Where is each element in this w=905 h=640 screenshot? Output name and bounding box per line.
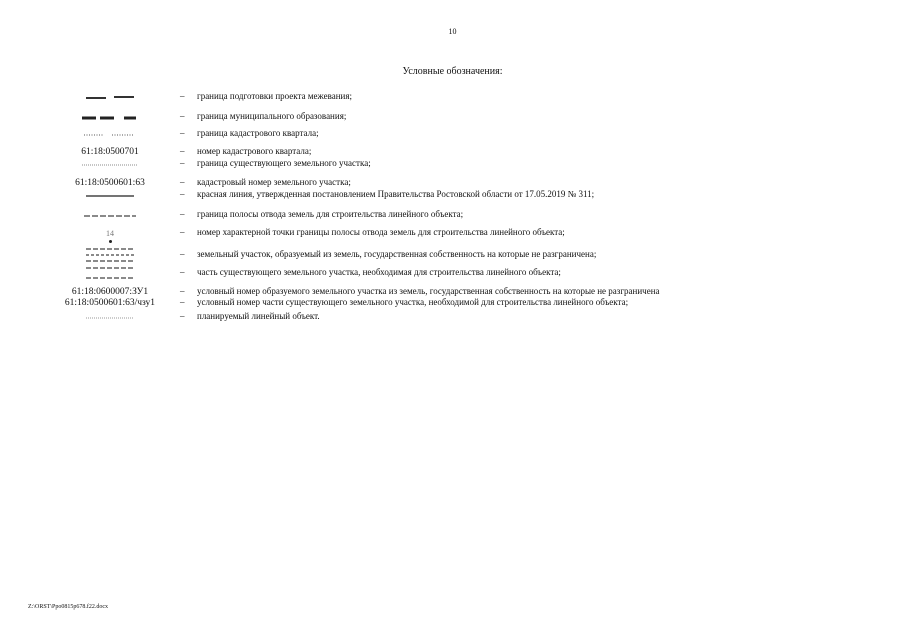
legend-dash: – — [180, 189, 185, 199]
point-dot-icon — [109, 240, 112, 243]
formed-plot-number-symbol: 61:18:0600007:ЗУ1 — [71, 287, 149, 297]
legend-description: номер характерной точки границы полосы отвода земель для строительства линейного объекта; — [197, 227, 565, 237]
cadastral-number-symbol: 61:18:0500601:63 — [75, 178, 145, 188]
legend-description: красная линия, утвержденная постановлением Правительства Ростовской области от 17.05.2019 № 311; — [197, 189, 595, 199]
legend-dash: – — [180, 177, 185, 187]
legend-row — [0, 226, 905, 246]
legend-row — [0, 310, 905, 324]
legend-description: граница существующего земельного участка; — [197, 158, 371, 168]
characteristic-point-symbol — [40, 226, 180, 246]
legend-description: кадастровый номер земельного участка; — [197, 177, 351, 187]
legend-description: условный номер образуемого земельного участка из земель, государственная собственность на которые не разграничена — [197, 286, 660, 296]
page-number: 10 — [448, 27, 457, 36]
legend-dash: – — [180, 91, 185, 101]
existing-plot-fine-line-icon — [40, 157, 180, 171]
legend-dash: – — [180, 128, 185, 138]
legend-row — [0, 296, 905, 310]
legend-row — [0, 157, 905, 171]
legend-dash: – — [180, 311, 185, 321]
legend-dash: – — [180, 209, 185, 219]
legend-row — [0, 90, 905, 104]
legend-title: Условные обозначения: — [402, 66, 503, 77]
municipal-boundary-line-icon — [40, 110, 180, 124]
quarter-number-symbol: 61:18:0500701 — [81, 147, 139, 157]
legend-row — [0, 188, 905, 202]
legend-dash: – — [180, 297, 185, 307]
point-number-label: 14 — [106, 229, 114, 238]
planned-linear-object-line-icon — [40, 310, 180, 324]
cadastral-quarter-dotted-line-icon — [40, 127, 180, 141]
legend-dash: – — [180, 286, 185, 296]
legend-row — [0, 208, 905, 222]
legend-row — [0, 110, 905, 124]
legend-dash: – — [180, 227, 185, 237]
legend-dash: – — [180, 146, 185, 156]
plot-part-number-symbol: 61:18:0500601:63/чзу1 — [64, 298, 156, 308]
formed-plot-hatch-icon — [40, 246, 180, 264]
file-path-footer: Z:\ORST\Ppo0815p678.f22.docx — [28, 604, 109, 610]
legend-description: граница подготовки проекта межевания; — [197, 91, 353, 101]
legend-dash: – — [180, 249, 185, 259]
legend-dash: – — [180, 267, 185, 277]
legend-description: земельный участок, образуемый из земель, государственная собственность на которые не разграничена; — [197, 249, 597, 259]
legend-dash: – — [180, 111, 185, 121]
plot-part-hatch-icon — [40, 265, 180, 281]
legend-description: планируемый линейный объект. — [197, 311, 320, 321]
legend-row — [0, 127, 905, 141]
legend-dash: – — [180, 158, 185, 168]
right-of-way-boundary-line-icon — [40, 208, 180, 222]
legend-description: граница муниципального образования; — [197, 111, 347, 121]
boundary-survey-line-icon — [40, 90, 180, 104]
legend-description: условный номер части существующего земельного участка, необходимой для строительства линейного объекта; — [197, 297, 629, 307]
red-line-icon — [40, 188, 180, 202]
legend-description: граница кадастрового квартала; — [197, 128, 319, 138]
legend-description: часть существующего земельного участка, необходимая для строительства линейного объекта; — [197, 267, 561, 277]
legend-description: граница полосы отвода земель для строительства линейного объекта; — [197, 209, 464, 219]
legend-row — [0, 265, 905, 281]
legend-description: номер кадастрового квартала; — [197, 146, 312, 156]
legend-row — [0, 246, 905, 264]
